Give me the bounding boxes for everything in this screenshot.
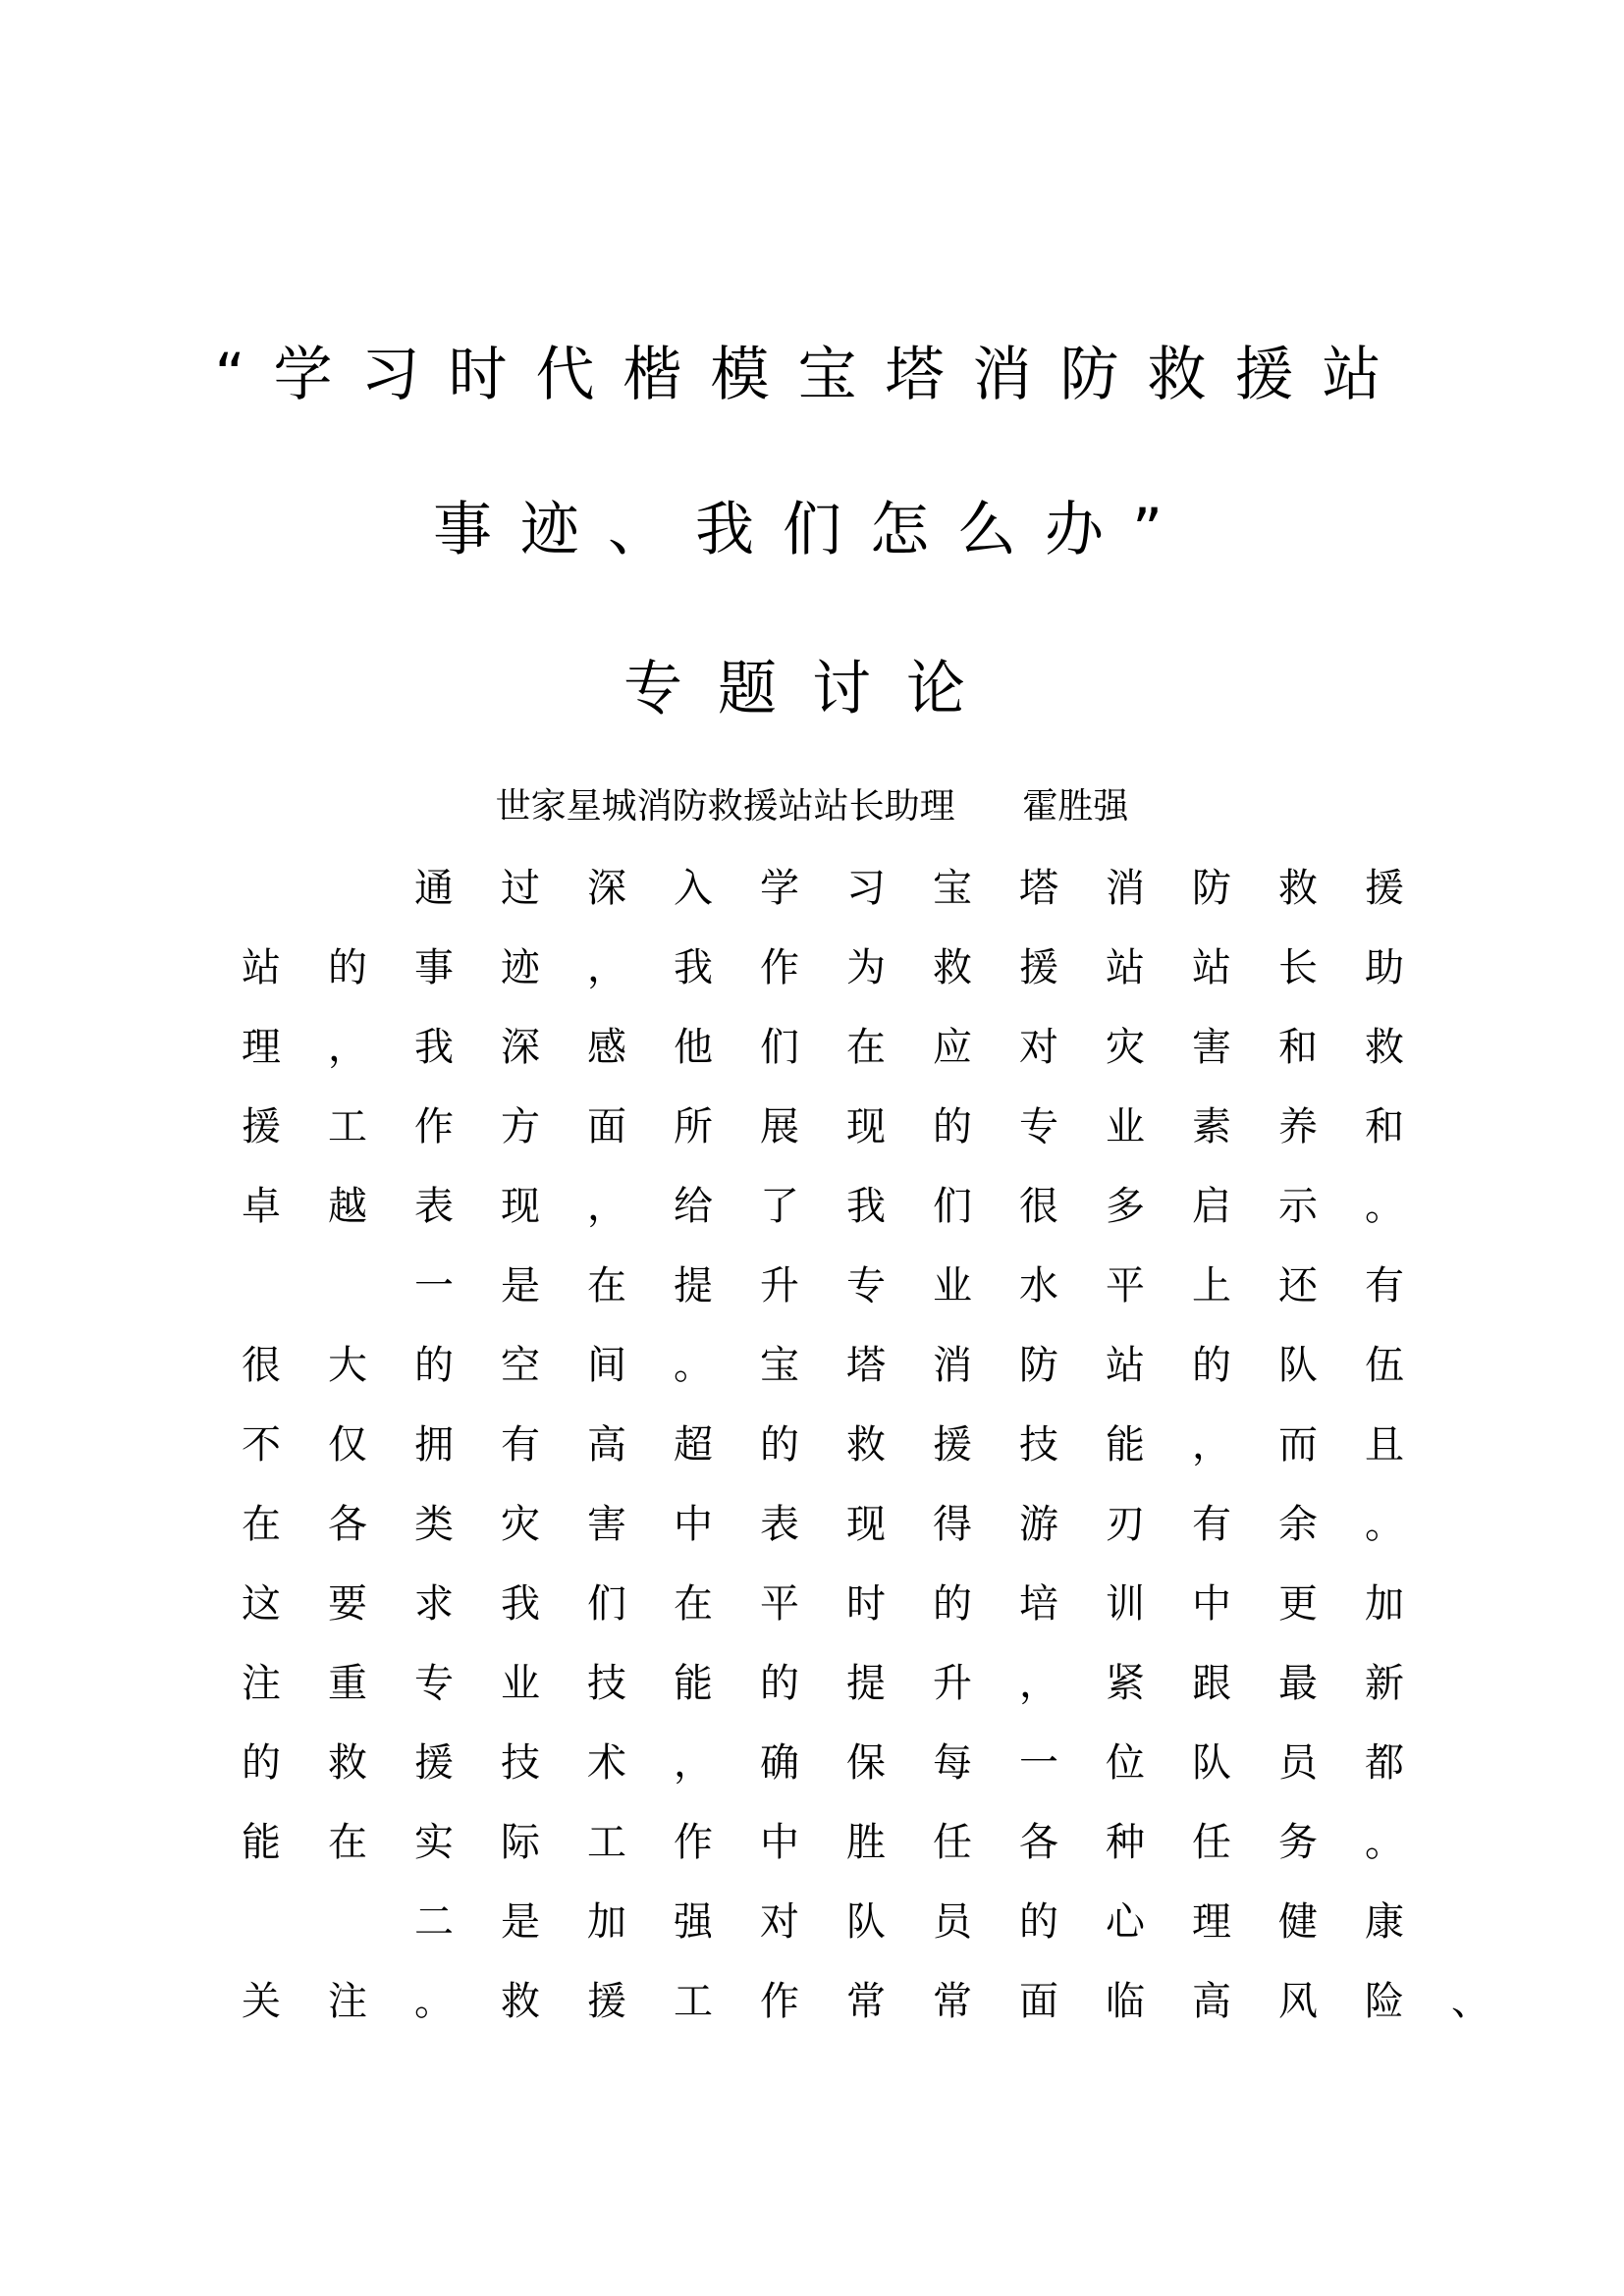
author-line: 世家星城消防救援站站长助理 霍胜强 xyxy=(495,786,1129,827)
body-line: 能 在 实 际 工 作 中 胜 任 各 种 任 务 。 xyxy=(242,1820,1404,1865)
body-line: 通 过 深 入 学 习 宝 塔 消 防 救 援 xyxy=(414,866,1404,911)
body-text xyxy=(218,849,1514,2042)
body-line: 不 仅 拥 有 高 超 的 救 援 技 能 ， 而 且 xyxy=(242,1422,1404,1468)
body-line: 关 注 。 救 援 工 作 常 常 面 临 高 风 险 、 xyxy=(242,1979,1490,2024)
title-line-1: “学习时代楷模宝塔消防救援站 xyxy=(214,341,1410,409)
body-line: 的 救 援 技 术 ， 确 保 每 一 位 队 员 都 xyxy=(242,1740,1404,1786)
body-line: 卓 越 表 现 ， 给 了 我 们 很 多 启 示 。 xyxy=(242,1184,1404,1229)
body-line: 在 各 类 灾 害 中 表 现 得 游 刃 有 余 。 xyxy=(242,1502,1404,1547)
body-line: 二 是 加 强 对 队 员 的 心 理 健 康 xyxy=(414,1899,1404,1945)
body-line: 站 的 事 迹 ， 我 作 为 救 援 站 站 长 助 xyxy=(242,945,1404,990)
body-line: 很 大 的 空 间 。 宝 塔 消 防 站 的 队 伍 xyxy=(242,1343,1404,1388)
body-line: 理 ， 我 深 感 他 们 在 应 对 灾 害 和 救 xyxy=(242,1025,1404,1070)
body-line: 一 是 在 提 升 专 业 水 平 上 还 有 xyxy=(414,1263,1404,1308)
body-line: 援 工 作 方 面 所 展 现 的 专 业 素 养 和 xyxy=(242,1104,1404,1149)
title-line-3: 专题讨论 xyxy=(623,655,1001,723)
title-line-2: 事迹、我们怎么办” xyxy=(432,496,1192,564)
body-line: 注 重 专 业 技 能 的 提 升 ， 紧 跟 最 新 xyxy=(242,1661,1404,1706)
body-line: 这 要 求 我 们 在 平 时 的 培 训 中 更 加 xyxy=(242,1581,1404,1627)
